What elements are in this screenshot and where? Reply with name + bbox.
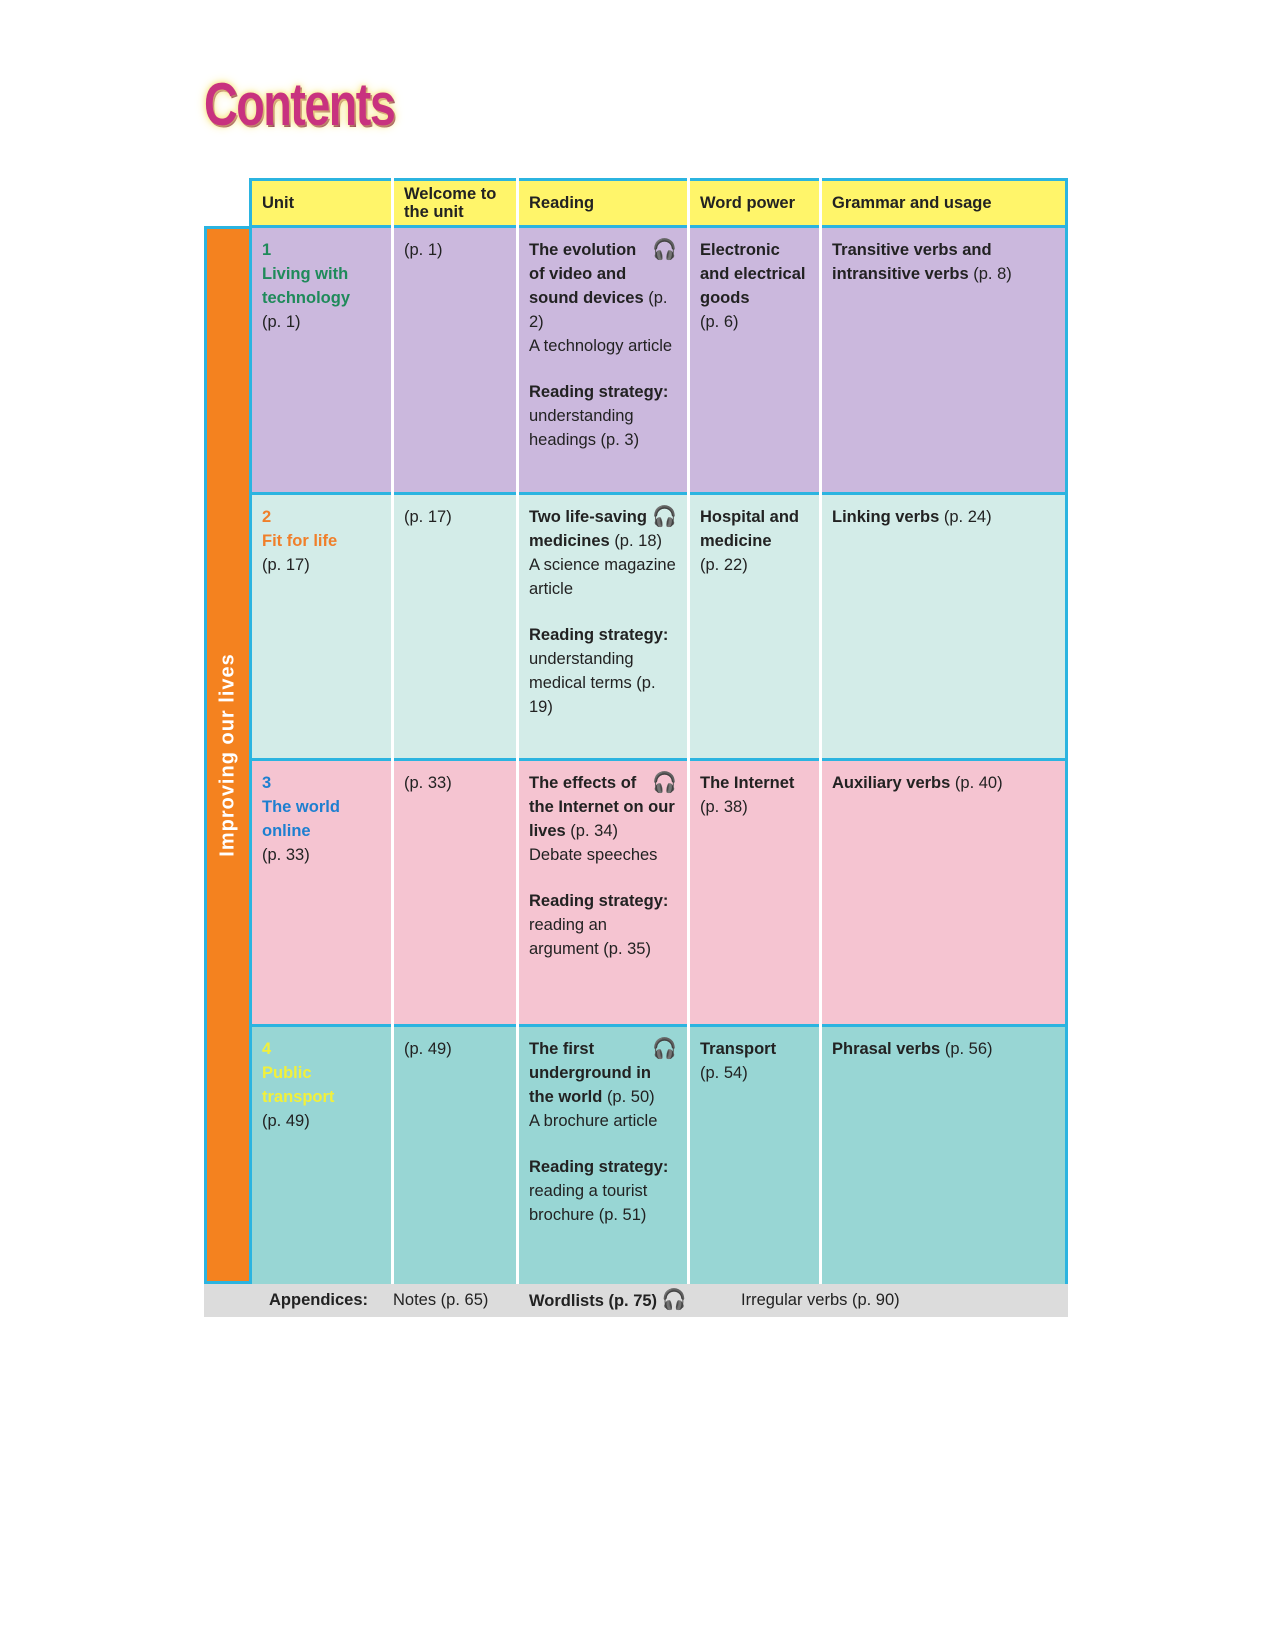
- welcome-page: (p. 33): [404, 774, 452, 792]
- reading-strategy: understanding headings (p. 3): [529, 407, 640, 449]
- reading-title: The first underground in the world: [529, 1040, 651, 1106]
- headphones-icon[interactable]: 🎧: [652, 772, 677, 794]
- welcome-page: (p. 49): [404, 1040, 452, 1058]
- grammar-topic: Linking verbs: [832, 508, 940, 526]
- appendix-notes[interactable]: Notes (p. 65): [393, 1291, 489, 1309]
- strategy-label: Reading strategy:: [529, 626, 669, 644]
- reading-page: (p. 50): [606, 1088, 655, 1106]
- grammar-topic: Phrasal verbs: [832, 1040, 941, 1058]
- reading-type: A science magazine article: [529, 556, 676, 598]
- unit-row: [251, 227, 1067, 494]
- word-power-cell: [689, 1026, 821, 1297]
- reading-cell: [518, 227, 689, 494]
- welcome-cell: [393, 494, 518, 760]
- grammar-cell: [821, 494, 1067, 760]
- word-power-page: (p. 54): [700, 1064, 748, 1082]
- unit-cell: [251, 760, 393, 1026]
- word-power-page: (p. 38): [700, 798, 748, 816]
- grammar-cell: [821, 760, 1067, 1026]
- strategy-label: Reading strategy:: [529, 383, 669, 401]
- wordlists-label: Wordlists (p. 75): [529, 1292, 658, 1310]
- unit-row: [251, 494, 1067, 760]
- unit-name: Public transport: [262, 1064, 335, 1106]
- grammar-page: (p. 56): [944, 1040, 993, 1058]
- grammar-page: (p. 8): [973, 265, 1012, 283]
- unit-name: Living with technology: [262, 265, 351, 307]
- reading-strategy: reading an argument (p. 35): [529, 916, 651, 958]
- theme-label: Improving our lives: [216, 653, 239, 857]
- header-welcome: Welcome to the unit: [393, 180, 518, 227]
- grammar-page: (p. 24): [943, 508, 992, 526]
- reading-strategy: reading a tourist brochure (p. 51): [529, 1182, 648, 1224]
- headphones-icon: 🎧: [661, 1289, 687, 1311]
- grammar-topic: Transitive verbs and intransitive verbs: [832, 241, 992, 283]
- headphones-icon[interactable]: 🎧: [652, 1038, 677, 1060]
- welcome-cell: [393, 227, 518, 494]
- appendix-wordlists[interactable]: [529, 1284, 687, 1318]
- welcome-page: (p. 17): [404, 508, 452, 526]
- header-reading: Reading: [518, 180, 689, 227]
- headphones-icon[interactable]: 🎧: [652, 239, 677, 261]
- unit-cell: [251, 1026, 393, 1297]
- reading-cell: [518, 494, 689, 760]
- word-power-topic: Transport: [700, 1040, 777, 1058]
- headphones-icon[interactable]: 🎧: [652, 506, 677, 528]
- unit-page: (p. 49): [262, 1112, 310, 1130]
- strategy-label: Reading strategy:: [529, 892, 669, 910]
- grammar-cell: [821, 1026, 1067, 1297]
- grammar-page: (p. 40): [954, 774, 1003, 792]
- reading-cell: [518, 760, 689, 1026]
- page-title: Contents: [204, 71, 395, 138]
- unit-name: The world online: [262, 798, 340, 840]
- welcome-cell: [393, 1026, 518, 1297]
- reading-type: A technology article: [529, 337, 673, 355]
- word-power-topic: The Internet: [700, 774, 795, 792]
- reading-type: A brochure article: [529, 1112, 658, 1130]
- word-power-page: (p. 22): [700, 556, 748, 574]
- unit-page: (p. 17): [262, 556, 310, 574]
- unit-name: Fit for life: [262, 532, 338, 550]
- header-word-power: Word power: [689, 180, 821, 227]
- reading-type: Debate speeches: [529, 846, 658, 864]
- header-grammar: Grammar and usage: [821, 180, 1067, 227]
- reading-strategy: understanding medical terms (p. 19): [529, 650, 656, 716]
- reading-cell: [518, 1026, 689, 1297]
- unit-page: (p. 33): [262, 846, 310, 864]
- unit-number: 1: [262, 241, 272, 259]
- appendices-label: Appendices:: [269, 1291, 369, 1309]
- theme-side-bar: [204, 226, 249, 1284]
- word-power-page: (p. 6): [700, 313, 739, 331]
- unit-cell: [251, 494, 393, 760]
- unit-page: (p. 1): [262, 313, 301, 331]
- word-power-topic: Hospital and medicine: [700, 508, 800, 550]
- header-unit: Unit: [251, 180, 393, 227]
- unit-row: [251, 1026, 1067, 1297]
- unit-cell: [251, 227, 393, 494]
- welcome-cell: [393, 760, 518, 1026]
- unit-number: 2: [262, 508, 272, 526]
- grammar-topic: Auxiliary verbs: [832, 774, 951, 792]
- unit-row: [251, 760, 1067, 1026]
- reading-page: (p. 18): [614, 532, 662, 550]
- grammar-cell: [821, 227, 1067, 494]
- appendices-bar: [204, 1284, 1068, 1317]
- unit-number: 4: [262, 1040, 272, 1058]
- header-row: [251, 180, 1067, 227]
- reading-title: Two life-saving medicines: [529, 508, 647, 550]
- reading-title: The evolution of video and sound devices: [529, 241, 644, 307]
- welcome-page: (p. 1): [404, 241, 443, 259]
- word-power-cell: [689, 227, 821, 494]
- appendix-irregular-verbs[interactable]: Irregular verbs (p. 90): [741, 1291, 900, 1309]
- reading-page: (p. 34): [570, 822, 618, 840]
- contents-table: [249, 178, 1068, 1298]
- word-power-topic: Electronic and electrical goods: [700, 241, 806, 307]
- unit-number: 3: [262, 774, 272, 792]
- reading-title: The effects of the Internet on our lives: [529, 774, 675, 840]
- reading-page: (p. 2): [529, 289, 668, 331]
- word-power-cell: [689, 494, 821, 760]
- word-power-cell: [689, 760, 821, 1026]
- strategy-label: Reading strategy:: [529, 1158, 669, 1176]
